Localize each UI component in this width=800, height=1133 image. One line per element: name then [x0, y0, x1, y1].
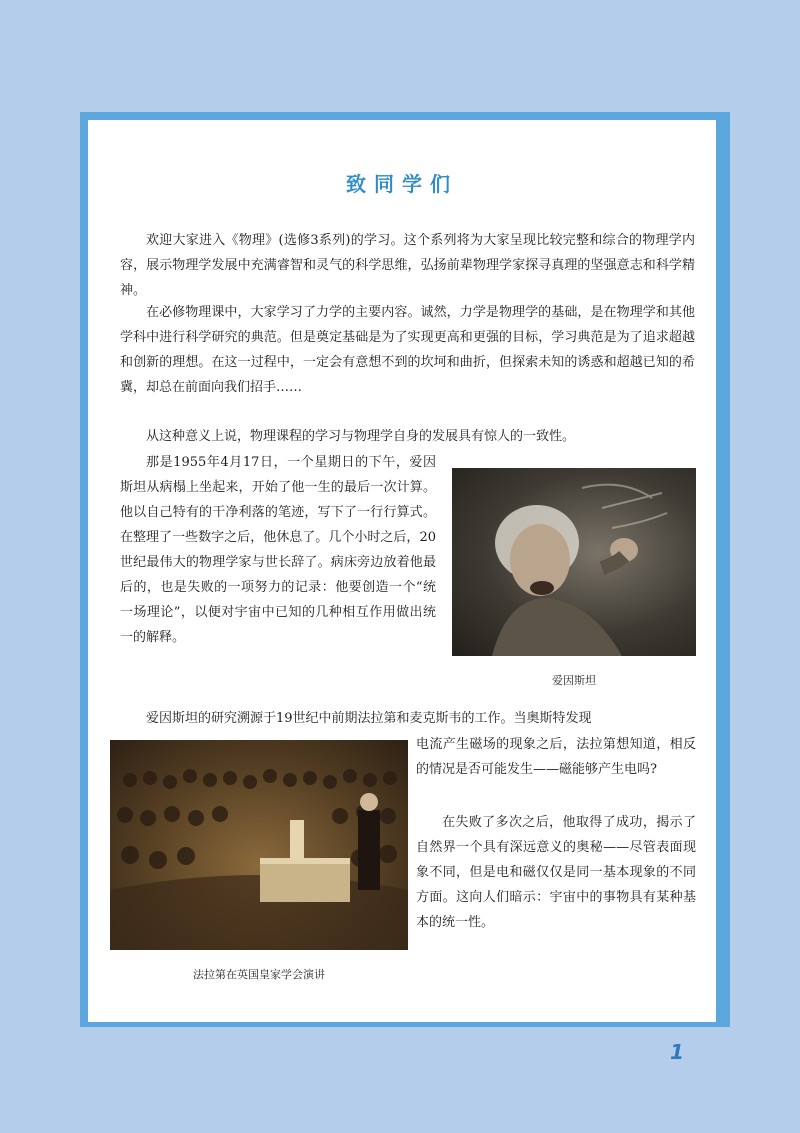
paragraph-consistency: 从这种意义上说，物理课程的学习与物理学自身的发展具有惊人的一致性。	[146, 429, 576, 444]
page-title: 致同学们	[346, 172, 458, 196]
paragraph-einstein: 那是1955年4月17日，一个星期日的下午，爱因斯坦从病榻上坐起来，开始了他一生的最后一次计算。他以自己特有的干净利落的笔迹，写下了一行行算式。在整理了一些数字之后，他休息了。几个小时之后，20世纪最伟大的物理学家与世长辞了。病床旁边放着他最后的，也是失败的一项努力的记录：他要创造一个“统一场理论”，以便对宇宙中已知的几种相互作用做出统一的解释。	[120, 455, 436, 645]
faraday-illustration	[110, 740, 408, 950]
einstein-photo	[452, 468, 696, 656]
paragraph-faraday-question: 电流产生磁场的现象之后，法拉第想知道，相反的情况是否可能发生——磁能够产生电吗?	[416, 737, 696, 777]
einstein-caption: 爱因斯坦	[552, 674, 596, 687]
paragraph-intro: 欢迎大家进入《物理》(选修3系列)的学习。这个系列将为大家呈现比较完整和综合的物理学内容，展示物理学发展中充满睿智和灵气的科学思维，弘扬前辈物理学家探寻真理的坚强意志和科学精神。	[120, 233, 695, 298]
faraday-caption: 法拉第在英国皇家学会演讲	[193, 968, 325, 981]
paragraph-mechanics: 在必修物理课中，大家学习了力学的主要内容。诚然，力学是物理学的基础，是在物理学和其他学科中进行科学研究的典范。但是奠定基础是为了实现更高和更强的目标，学习典范是为了追求超越和创新的理想。在这一过程中，一定会有意想不到的坎坷和曲折，但探索未知的诱惑和超越已知的希冀，却总在前面向我们招手……	[120, 305, 695, 395]
page-number: 1	[670, 1040, 684, 1064]
document-page	[86, 118, 718, 1024]
paragraph-faraday-intro: 爱因斯坦的研究溯源于19世纪中前期法拉第和麦克斯韦的工作。当奥斯特发现	[146, 711, 592, 726]
paragraph-faraday-success: 在失败了多次之后，他取得了成功，揭示了自然界一个具有深远意义的奥秘——尽管表面现象不同，但是电和磁仅仅是同一基本现象的不同方面。这向人们暗示：宇宙中的事物具有某种基本的统一性。	[416, 815, 696, 930]
einstein-illustration	[452, 468, 696, 656]
faraday-lecture-photo	[110, 740, 408, 950]
